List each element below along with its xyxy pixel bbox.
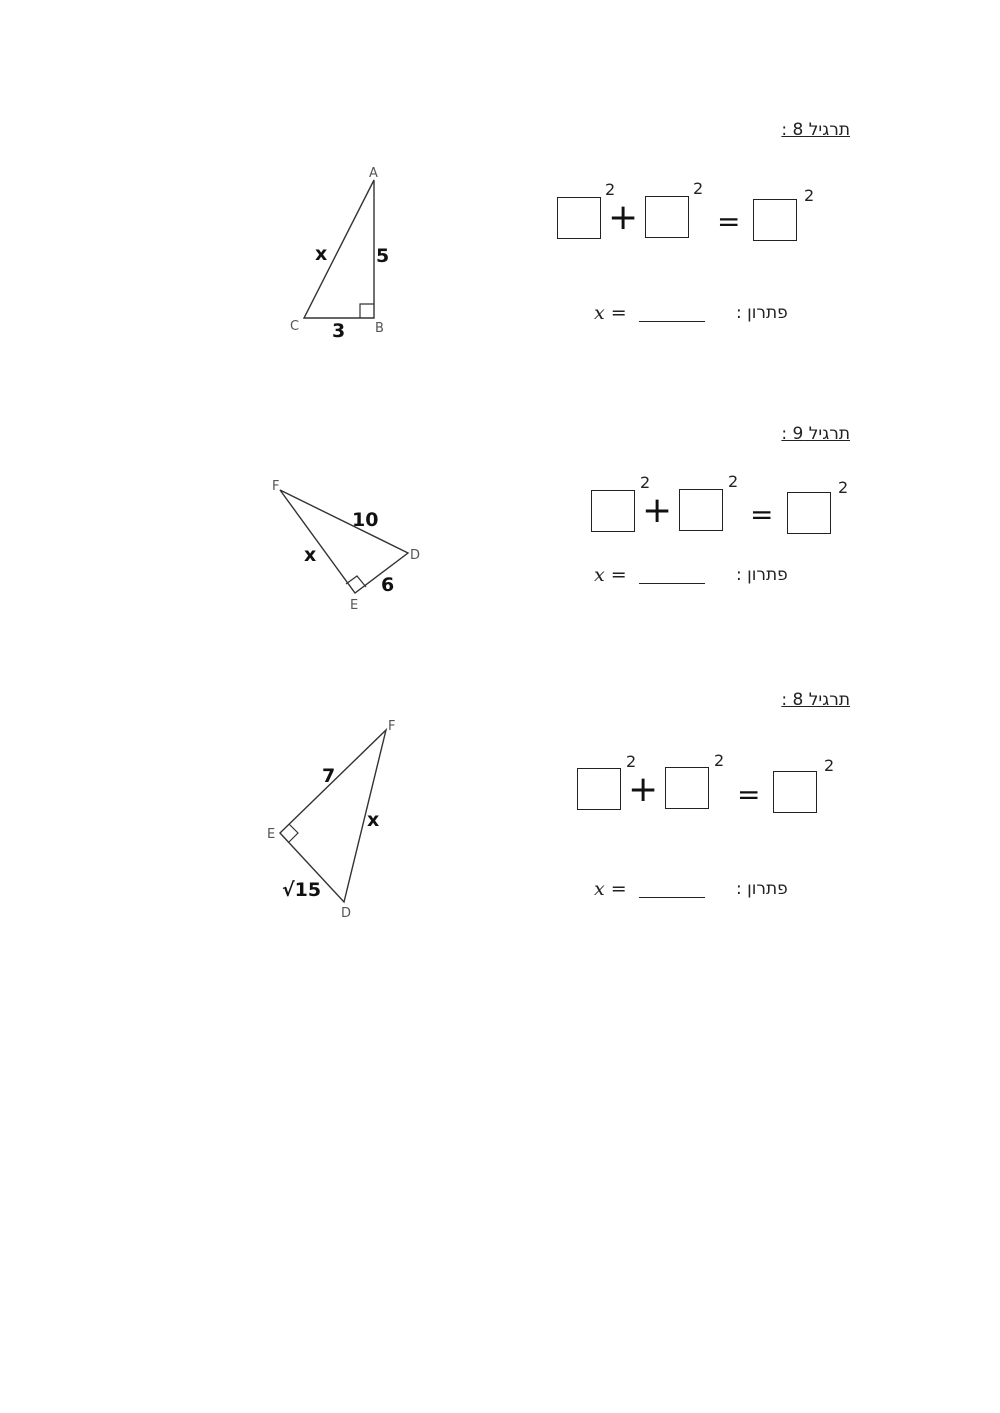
- triangle-diagram: [262, 470, 442, 620]
- triangle-diagram: [258, 712, 428, 922]
- leg-2-box[interactable]: [645, 196, 689, 238]
- side-label: x: [315, 243, 328, 265]
- vertex-label: C: [290, 319, 300, 334]
- exponent: 2: [824, 756, 835, 775]
- vertex-label: F: [272, 479, 280, 494]
- exponent: 2: [838, 478, 849, 497]
- plus-sign: +: [608, 197, 639, 238]
- exponent: 2: [605, 180, 616, 199]
- exponent: 2: [693, 179, 704, 198]
- exercise-title: תרגיל 8 :: [781, 690, 850, 710]
- leg-1-box[interactable]: [591, 490, 635, 532]
- exponent: 2: [640, 473, 651, 492]
- x-variable: x =: [594, 878, 627, 900]
- vertex-label: E: [267, 827, 276, 842]
- exercise-title: תרגיל 8 :: [781, 120, 850, 140]
- side-label: 10: [352, 509, 379, 531]
- hypotenuse-box[interactable]: [753, 199, 797, 241]
- x-variable: x =: [594, 564, 627, 586]
- vertex-label: F: [388, 719, 396, 734]
- solution-input[interactable]: [639, 561, 705, 584]
- solution-label: פתרון :: [736, 565, 788, 585]
- side-label: x: [367, 809, 380, 831]
- leg-1-box[interactable]: [557, 197, 601, 239]
- hypotenuse-box[interactable]: [787, 492, 831, 534]
- leg-2-box[interactable]: [679, 489, 723, 531]
- vertex-label: E: [350, 598, 359, 613]
- solution-label: פתרון :: [736, 879, 788, 899]
- exponent: 2: [728, 472, 739, 491]
- exponent: 2: [714, 751, 725, 770]
- vertex-label: A: [369, 166, 378, 181]
- equals-sign: =: [717, 205, 741, 238]
- vertex-label: D: [410, 548, 421, 563]
- plus-sign: +: [642, 490, 673, 531]
- solution-label: פתרון :: [736, 303, 788, 323]
- x-variable: x =: [594, 302, 627, 324]
- triangle-diagram: [280, 160, 420, 350]
- equals-sign: =: [750, 498, 774, 531]
- side-label: 3: [332, 320, 346, 342]
- exponent: 2: [804, 186, 815, 205]
- plus-sign: +: [628, 769, 659, 810]
- exponent: 2: [626, 752, 637, 771]
- vertex-label: B: [375, 321, 384, 336]
- leg-2-box[interactable]: [665, 767, 709, 809]
- side-label: x: [304, 544, 317, 566]
- leg-1-box[interactable]: [577, 768, 621, 810]
- hypotenuse-box[interactable]: [773, 771, 817, 813]
- exercise-title: תרגיל 9 :: [781, 424, 850, 444]
- solution-input[interactable]: [639, 875, 705, 898]
- side-label: 5: [376, 245, 390, 267]
- side-label: 7: [322, 765, 336, 787]
- side-label: √15: [282, 879, 322, 901]
- side-label: 6: [381, 574, 395, 596]
- equals-sign: =: [737, 778, 761, 811]
- vertex-label: D: [341, 906, 352, 921]
- solution-input[interactable]: [639, 299, 705, 322]
